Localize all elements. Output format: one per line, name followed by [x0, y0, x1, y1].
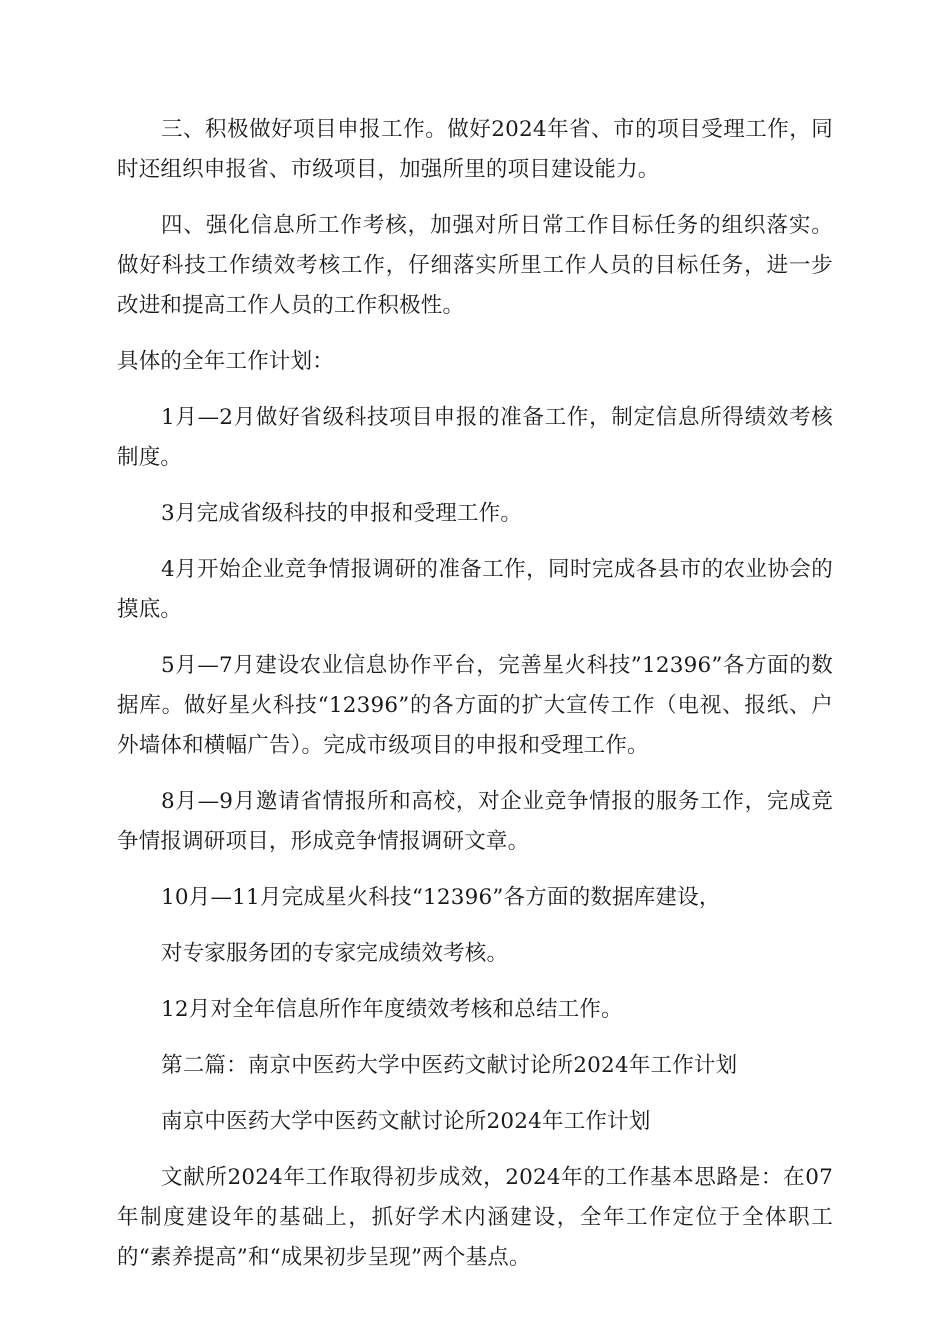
- plan-dec: 12月对全年信息所作年度绩效考核和总结工作。: [161, 997, 623, 1022]
- paragraph-item-4: 四、强化信息所工作考核，加强对所日常工作目标任务的组织落实。做好科技工作绩效考核工作，仔细落实所里工作人员的目标任务，进一步改进和提高工作人员的工作积极性。: [117, 213, 833, 318]
- plan-oct-nov: 10月—11月完成星火科技“12396”各方面的数据库建设，: [161, 885, 721, 910]
- plan-jan-feb: 1月—2月做好省级科技项目申报的准备工作，制定信息所得绩效考核制度。: [117, 405, 833, 470]
- document-body: [117, 110, 833, 1294]
- plan-may-jul: 5月—7月建设农业信息协作平台，完善星火科技”12396”各方面的数据库。做好星火科技“12396”的各方面的扩大宣传工作（电视、报纸、户外墙体和横幅广告）。完成市级项目的申报和受理工作。: [117, 653, 833, 758]
- plan-oct-nov-cont: 对专家服务团的专家完成绩效考核。: [161, 941, 509, 966]
- section-two-intro: 文献所2024年工作取得初步成效，2024年的工作基本思路是：在07年制度建设年的基础上，抓好学术内涵建设，全年工作定位于全体职工的“素养提高”和“成果初步呈现”两个基点。: [117, 1165, 833, 1270]
- plan-mar: 3月完成省级科技的申报和受理工作。: [161, 501, 523, 526]
- section-two-title: 第二篇：南京中医药大学中医药文献讨论所2024年工作计划: [161, 1053, 738, 1078]
- paragraph-item-3: 三、积极做好项目申报工作。做好2024年省、市的项目受理工作，同时还组织申报省、市级项目，加强所里的项目建设能力。: [117, 117, 833, 182]
- plan-aug-sep: 8月—9月邀请省情报所和高校，对企业竞争情报的服务工作，完成竞争情报调研项目，形成竞争情报调研文章。: [117, 789, 833, 854]
- plan-apr: 4月开始企业竞争情报调研的准备工作，同时完成各县市的农业协会的摸底。: [117, 557, 833, 622]
- section-two-subtitle: 南京中医药大学中医药文献讨论所2024年工作计划: [161, 1109, 651, 1134]
- plan-heading: 具体的全年工作计划：: [117, 349, 335, 374]
